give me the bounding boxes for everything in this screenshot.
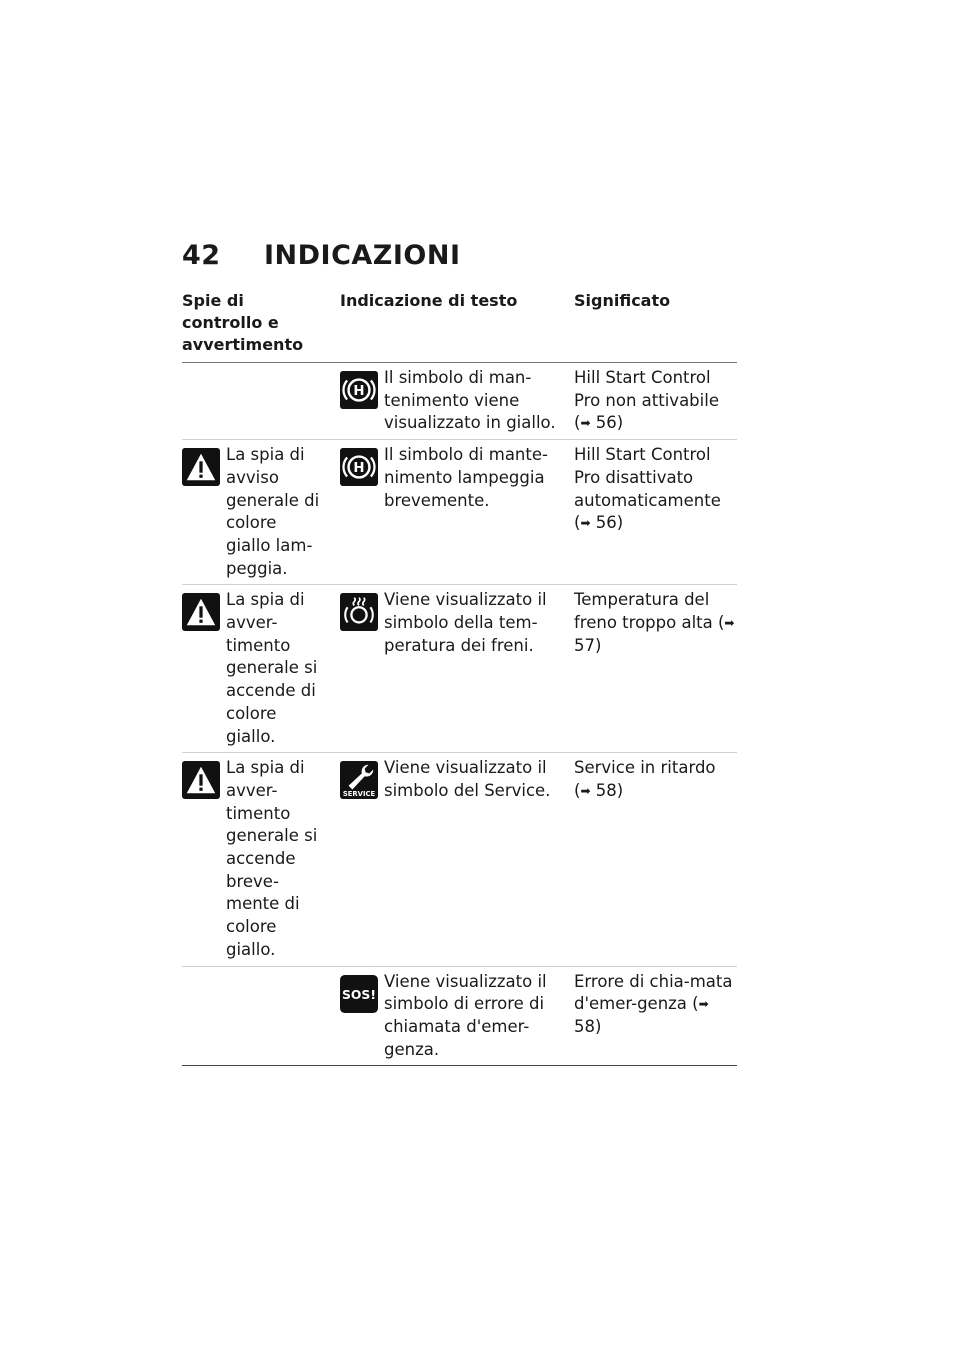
indicator-cell	[340, 966, 574, 1066]
table-row	[182, 753, 737, 966]
indicator-text: Il simbolo di mante-nimento lampeggia brevemente.	[384, 445, 548, 510]
reference-page: 56	[595, 413, 617, 433]
table-row	[182, 440, 737, 585]
meaning-cell	[574, 966, 737, 1066]
lamp-cell	[182, 440, 340, 585]
meaning-text: Hill Start Control Pro disattivato automaticamente	[574, 445, 721, 510]
indicator-cell	[340, 363, 574, 440]
svg-text:H: H	[353, 384, 365, 400]
meaning-text: Service in ritardo	[574, 758, 716, 778]
indicator-cell	[340, 440, 574, 585]
column-header-meaning: Significato	[574, 290, 737, 363]
page-reference[interactable]: (➡ 56)	[574, 413, 624, 433]
reference-page: 58	[595, 780, 617, 800]
column-header-lamps: Spie di controllo e avvertimento	[182, 290, 340, 363]
page-header	[182, 240, 461, 271]
reference-page: 58	[574, 1016, 595, 1036]
page-reference[interactable]: (➡ 58)	[574, 994, 709, 1036]
svg-text:H: H	[353, 461, 365, 477]
lamp-cell	[182, 363, 340, 440]
page-reference[interactable]: (➡ 56)	[574, 513, 624, 533]
indicator-text: Il simbolo di man-tenimento viene visualizzato in giallo.	[384, 368, 556, 433]
page-number: 42	[182, 240, 221, 271]
lamp-text: La spia di avviso generale di colore giallo lam-peggia.	[226, 445, 320, 578]
table-row	[182, 966, 737, 1066]
svg-text:SERVICE: SERVICE	[342, 790, 376, 799]
meaning-text: Hill Start Control Pro non attivabile	[574, 368, 719, 410]
meaning-text: Temperatura del freno troppo alta	[574, 590, 713, 633]
hill-start-icon	[340, 448, 378, 486]
indicator-cell	[340, 753, 574, 966]
indicator-table	[182, 290, 737, 1066]
reference-arrow-icon: ➡	[580, 783, 591, 798]
meaning-cell	[574, 585, 737, 753]
page-reference[interactable]: (➡ 57)	[574, 613, 735, 655]
reference-arrow-icon: ➡	[698, 997, 709, 1012]
svg-text:SOS!: SOS!	[342, 987, 376, 1002]
meaning-cell	[574, 363, 737, 440]
lamp-text: La spia di avver-timento generale si accende breve-mente di colore giallo.	[226, 758, 318, 959]
page-reference[interactable]: (➡ 58)	[574, 780, 624, 800]
reference-page: 57	[574, 635, 595, 655]
sos-icon	[340, 975, 378, 1013]
indicator-cell	[340, 585, 574, 753]
reference-arrow-icon: ➡	[580, 516, 591, 531]
table-row	[182, 363, 737, 440]
brake-temperature-icon	[340, 593, 378, 631]
meaning-cell	[574, 753, 737, 966]
lamp-text: La spia di avver-timento generale si accende di colore giallo.	[226, 590, 318, 746]
section-title: INDICAZIONI	[264, 240, 461, 271]
lamp-cell	[182, 585, 340, 753]
lamp-cell	[182, 966, 340, 1066]
reference-arrow-icon: ➡	[580, 416, 591, 431]
table-row	[182, 585, 737, 753]
meaning-text: Errore di chia-mata d'emer-genza	[574, 971, 733, 1014]
service-wrench-icon	[340, 761, 378, 799]
column-header-text: Indicazione di testo	[340, 290, 574, 363]
indicator-text: Viene visualizzato il simbolo della tem-peratura dei freni.	[384, 590, 547, 655]
indicator-text: Viene visualizzato il simbolo del Service.	[384, 758, 551, 800]
table-header-row	[182, 290, 737, 363]
general-warning-icon	[182, 448, 220, 486]
reference-arrow-icon: ➡	[724, 616, 735, 631]
lamp-cell	[182, 753, 340, 966]
hill-start-icon	[340, 371, 378, 409]
general-warning-icon	[182, 761, 220, 799]
meaning-cell	[574, 440, 737, 585]
general-warning-icon	[182, 593, 220, 631]
indicator-text: Viene visualizzato il simbolo di errore di chiamata d'emer-genza.	[384, 971, 547, 1059]
reference-page: 56	[595, 513, 617, 533]
